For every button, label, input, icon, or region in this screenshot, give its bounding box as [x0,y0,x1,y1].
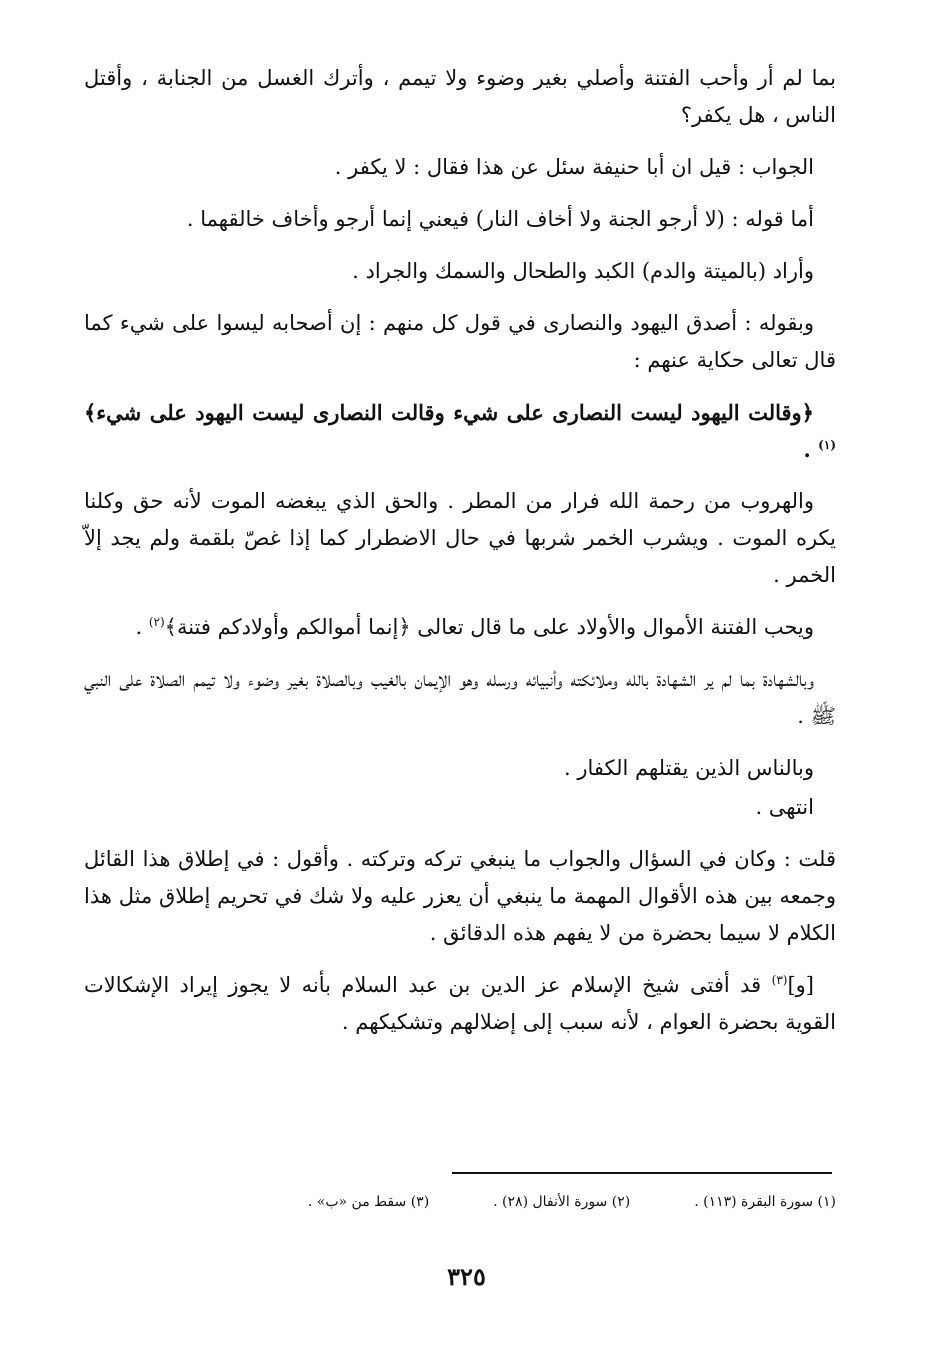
paragraph-end [84,789,836,826]
paragraph-jews-christians [84,305,836,379]
paragraph-text: أما قوله : (لا أرجو الجنة ولا أخاف النار) فيعني إنما أرجو وأخاف خالقهما . [186,207,814,231]
paragraph-hope-fear [84,201,836,238]
page-number: ٣٢٥ [447,1262,486,1291]
paragraph-text: وبالشهادة بما لم ير الشهادة بالله وملائكته وأنبيائه ورسله وهو الإيمان بالغيب وبالصلاة بغير وضوء ولا تيمم الصلاة على النبي ﷺ . [84,667,836,728]
paragraph-tail: . [135,615,149,639]
paragraph-text: ويحب الفتنة الأموال والأولاد على ما قال تعالى ﴿إنما أموالكم وأولادكم فتنة﴾ [164,615,814,639]
paragraph-text: الجواب : قيل ان أبا حنيفة سئل عن هذا فقال : لا يكفر . [334,155,814,179]
main-text [84,60,836,1056]
footnote-3: (٣) سقط من «ب» . [307,1194,430,1210]
paragraph-answer [84,149,836,186]
paragraph-text: قلت : وكان في السؤال والجواب ما ينبغي تركه وتركته . وأقول : في إطلاق هذا القائل وجمعه بين هذه الأقوال المهمة ما ينبغي أن يعزر عليه ولا شك في تحريم إطلاق مثل هذا الكلام لا سيما بحضرة من لا يفهم هذه الدقائق . [84,847,836,945]
paragraph-text: بما لم أر وأحب الفتنة وأصلي بغير وضوء ولا تيمم ، وأترك الغسل من الجنابة ، وأقتل الناس ، هل يكفر؟ [84,66,836,127]
paragraph-fleeing-rain [84,483,836,594]
footnotes [84,1188,836,1216]
paragraph-text: وبقوله : أصدق اليهود والنصارى في قول كل منهم : إن أصحابه ليسوا على شيء كما قال تعالى حكاية عنهم : [84,311,836,372]
footnote-ref: (١) [818,438,836,452]
paragraph-text: وبالناس الذين يقتلهم الكفار . [563,756,814,780]
footnote-ref: (٢) [148,615,165,629]
paragraph-tail: قد أفتى شيخ الإسلام عز الدين بن عبد السلام بأنه لا يجوز إيراد الإشكالات القوية بحضرة العوام ، لأنه سبب إلى إضلالهم وتشكيكهم . [84,973,836,1034]
footnote-2: (٢) سورة الأنفال (٢٨) . [493,1194,631,1210]
paragraph-question [84,60,836,134]
paragraph-author-comment [84,841,836,952]
paragraph-text: انتهى . [755,795,814,819]
footnote-ref: (٣) [771,973,788,987]
paragraph-people-killed [84,750,836,787]
paragraph-text: وأراد (بالميتة والدم) الكبد والطحال والسمك والجراد . [352,259,814,283]
paragraph-fatwa [84,967,836,1041]
footnote-divider [452,1172,832,1174]
paragraph-quran-verse-baqara [84,394,836,468]
paragraph-text: [و] [787,973,814,997]
paragraph-text: والهروب من رحمة الله فرار من المطر . والحق الذي يبغضه الموت لأنه حق وكلنا يكره الموت . ويشرب الخمر شربها في حال الاضطرار كما إذا غصّ بلقمة ولم يجد إلاّ الخمر . [84,489,836,587]
paragraph-tail: . [803,437,819,462]
paragraph-carrion-blood [84,253,836,290]
verse-text: ﴿وقالت اليهود ليست النصارى على شيء وقالت النصارى ليست اليهود على شيء﴾ [84,400,814,425]
paragraph-loves-fitna [84,609,836,646]
paragraph-testimony [84,661,836,735]
footnote-1: (١) سورة البقرة (١١٣) . [694,1194,836,1210]
